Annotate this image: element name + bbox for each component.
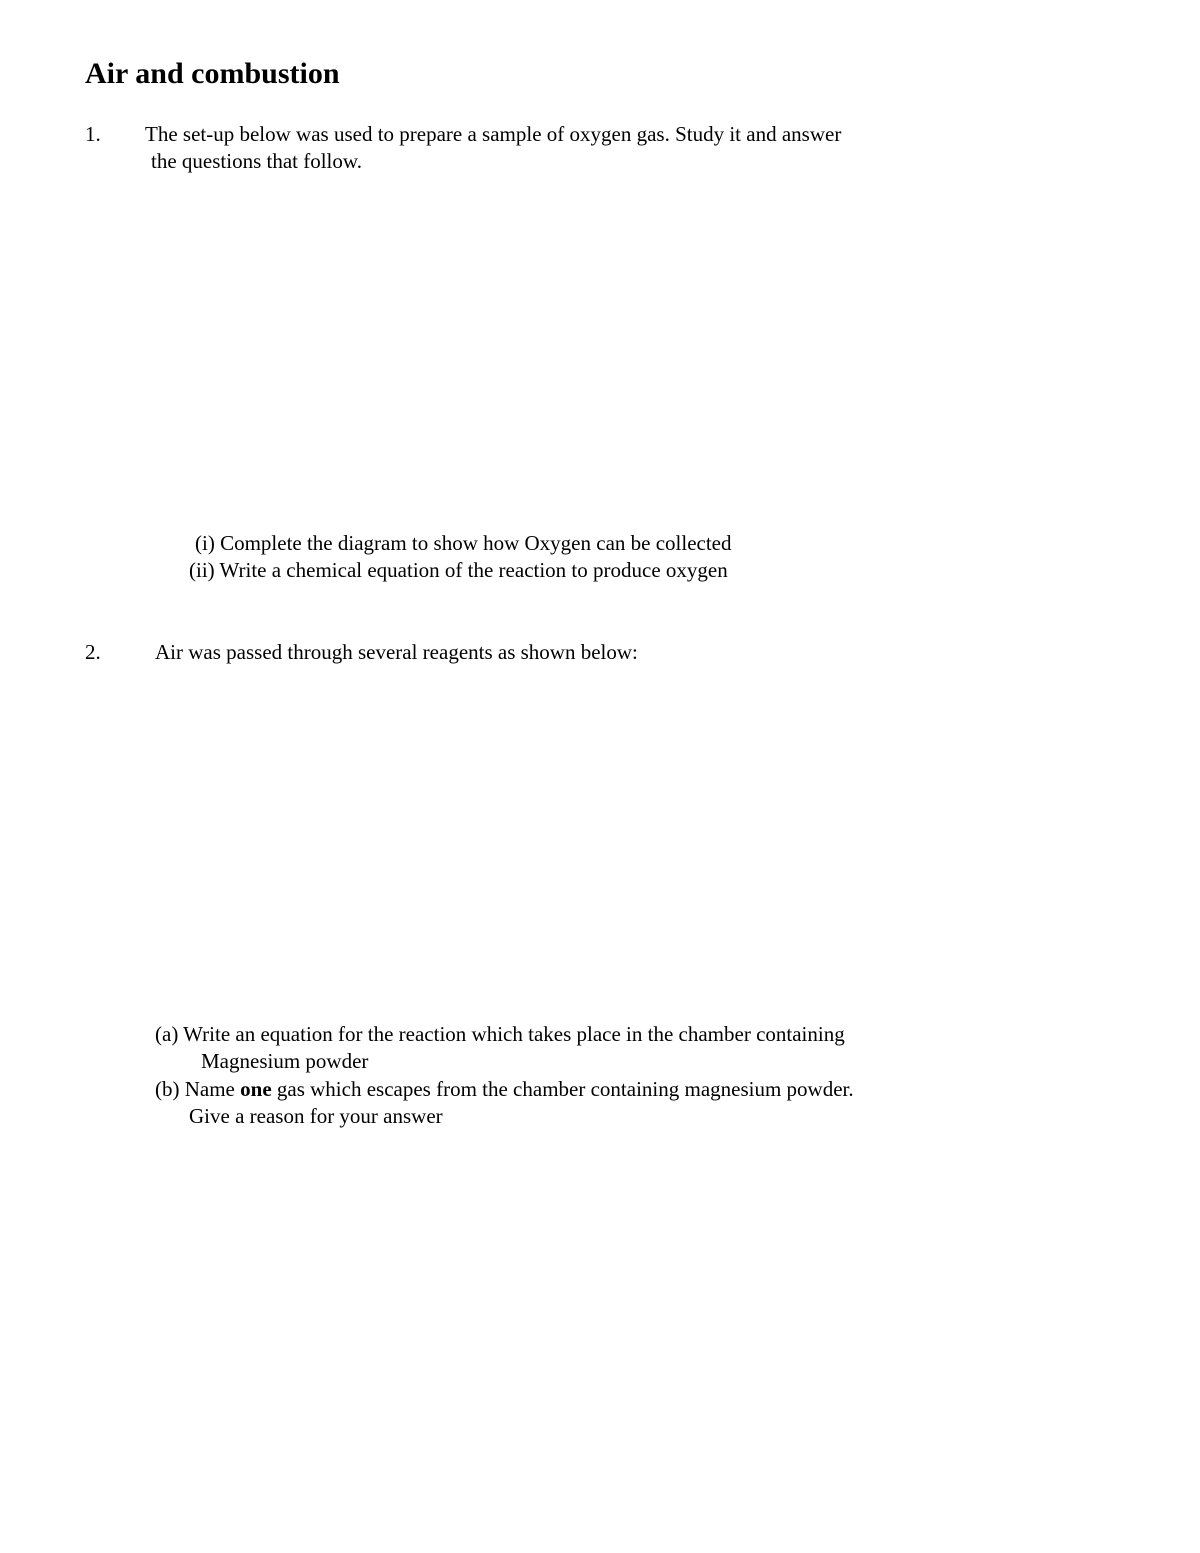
question-2-stem-line1: Air was passed through several reagents as shown below: — [155, 640, 638, 664]
question-1-part-i: (i) Complete the diagram to show how Oxygen can be collected — [195, 531, 732, 555]
question-2-part-a-line2: Magnesium powder — [201, 1049, 369, 1073]
question-2-part-b-emphasis: one — [240, 1077, 272, 1101]
question-2-part-b-line1 — [155, 1076, 854, 1103]
question-1-diagram-space — [145, 185, 1045, 525]
question-2-diagram-space — [145, 675, 1045, 1015]
question-1-stem-line1: The set-up below was used to prepare a sample of oxygen gas. Study it and answer — [145, 122, 842, 146]
question-2-part-b-suffix: gas which escapes from the chamber containing magnesium powder. — [271, 1077, 854, 1101]
question-2-part-a-line1: (a) Write an equation for the reaction which takes place in the chamber containing — [155, 1022, 845, 1046]
question-1-stem-line2: the questions that follow. — [151, 149, 362, 173]
question-1-number: 1. — [85, 122, 101, 146]
question-2-part-b-line2: Give a reason for your answer — [189, 1104, 443, 1128]
page-title: Air and combustion — [85, 57, 340, 90]
question-2-number: 2. — [85, 640, 101, 664]
question-1-part-ii: (ii) Write a chemical equation of the reaction to produce oxygen — [189, 558, 728, 582]
question-2-part-b-prefix: (b) Name — [155, 1077, 241, 1101]
